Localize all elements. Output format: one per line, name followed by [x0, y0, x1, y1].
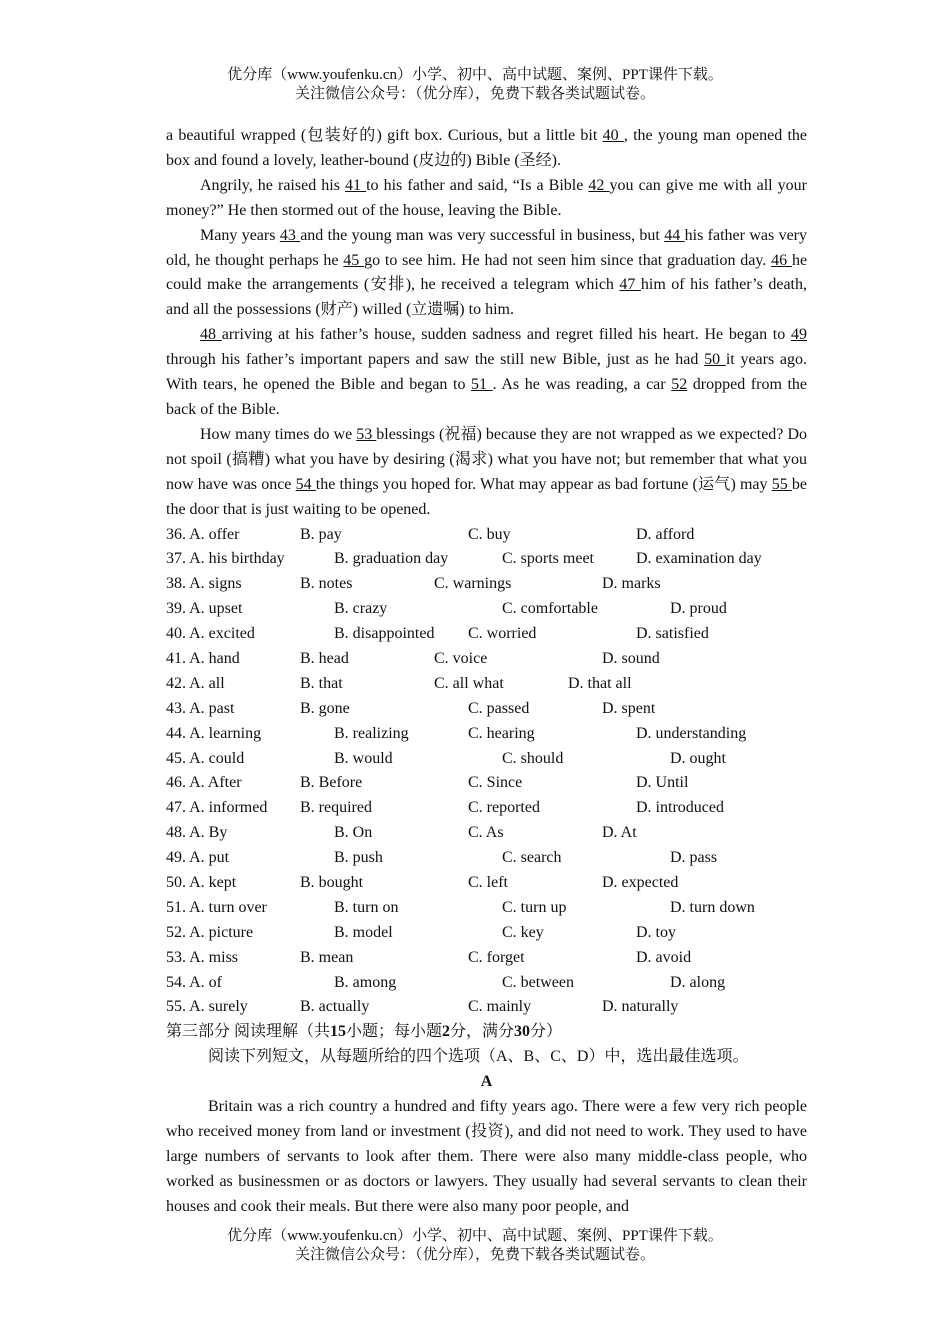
option-a: 49. A. put: [166, 849, 230, 867]
question-row: [166, 697, 807, 722]
option-d: D. that all: [568, 674, 632, 692]
question-row: [166, 597, 807, 622]
option-a: 43. A. past: [166, 699, 235, 717]
option-b: B. required: [300, 799, 372, 817]
option-c: C. hearing: [468, 724, 535, 742]
option-d: D. sound: [602, 649, 660, 667]
option-b: B. among: [334, 973, 397, 991]
question-row: [166, 896, 807, 921]
passage-a-text: Britain was a rich country a hundred and fifty years ago. There were a few very rich people who received money from land or investment (投资), and did not need to work. They used to have large numbers of servants to look after them. There were also many middle-class people, who worked as businessmen or as doctors or lawyers. They usually had several servants to clean their houses and cook their meals. But there were also many poor people, and: [166, 1098, 807, 1215]
option-d: D. introduced: [636, 799, 724, 817]
option-c: C. between: [502, 973, 574, 991]
blank-42: 42: [588, 176, 610, 194]
option-a: 50. A. kept: [166, 873, 237, 891]
blank-50: 50: [704, 351, 726, 369]
blank-40: 40: [602, 127, 624, 144]
question-row: [166, 871, 807, 896]
option-c: C. search: [502, 849, 562, 867]
option-c: C. should: [502, 749, 564, 767]
option-a: 39. A. upset: [166, 600, 243, 618]
option-b: B. that: [300, 674, 343, 692]
option-b: B. turn on: [334, 898, 399, 916]
page-content: [166, 124, 807, 1220]
blank-55: 55: [771, 475, 792, 493]
blank-49: 49: [791, 326, 807, 344]
option-b: B. pay: [300, 525, 342, 543]
question-row: [166, 771, 807, 796]
option-d: D. naturally: [602, 998, 679, 1016]
question-row: [166, 523, 807, 548]
option-b: B. mean: [300, 948, 354, 966]
option-a: 42. A. all: [166, 674, 225, 692]
question-row: [166, 946, 807, 971]
option-c: C. voice: [434, 649, 488, 667]
option-a: 41. A. hand: [166, 649, 240, 667]
option-b: B. notes: [300, 575, 353, 593]
question-list: [166, 523, 807, 1021]
question-row: [166, 995, 807, 1020]
header-line-2: 关注微信公众号：（优分库），免费下载各类试题试卷。: [294, 86, 655, 102]
passage-paragraph-5: How many times do we 53 blessings (祝福) because they are not wrapped as we expected? Do not spoil (搞糟) what you have by desiring (渴求) what you have not; but remember that what you now have was once 54 the things you hoped for. What may appear as bad fortune (运气) may 55 be the door that is just waiting to be opened.: [166, 425, 808, 518]
option-b: B. model: [334, 923, 393, 941]
option-b: B. disappointed: [334, 625, 435, 643]
page-header: [0, 66, 950, 104]
option-c: C. comfortable: [502, 600, 598, 618]
blank-51: 51: [471, 376, 493, 394]
option-a: 47. A. informed: [166, 799, 268, 817]
option-d: D. expected: [602, 873, 679, 891]
option-c: C. As: [468, 824, 504, 842]
option-b: B. head: [300, 649, 349, 667]
option-d: D. avoid: [636, 948, 692, 966]
passage-paragraph-4: 48 arriving at his father’s house, sudden sadness and regret filled his heart. He began to 49 through his father’s important papers and saw the still new Bible, just as he had 50 it years ago. With tears, he opened the Bible and began to 51 . As he was reading, a car 52 dropped from the back of the Bible.: [166, 326, 808, 418]
option-d: D. At: [602, 824, 637, 842]
option-d: D. turn down: [670, 898, 755, 916]
option-a: 37. A. his birthday: [166, 550, 285, 568]
passage-a-heading: A: [480, 1073, 493, 1091]
option-c: C. passed: [468, 699, 530, 717]
option-a: 40. A. excited: [166, 625, 255, 643]
blank-44: 44: [664, 226, 685, 244]
option-a: 45. A. could: [166, 749, 245, 767]
option-c: C. left: [468, 873, 508, 891]
question-row: [166, 796, 807, 821]
section-3-heading: 第三部分 阅读理解（共15小题；每小题2分，满分30分）: [166, 1023, 563, 1041]
option-d: D. toy: [636, 923, 676, 941]
option-a: 46. A. After: [166, 774, 242, 792]
option-c: C. mainly: [468, 998, 532, 1016]
question-row: [166, 971, 807, 996]
option-c: C. Since: [468, 774, 523, 792]
option-c: C. turn up: [502, 898, 567, 916]
option-c: C. warnings: [434, 575, 512, 593]
blank-46: 46: [771, 251, 792, 269]
option-b: B. gone: [300, 699, 350, 717]
option-b: B. Before: [300, 774, 363, 792]
option-c: C. forget: [468, 948, 525, 966]
footer-line-1: 优分库（www.youfenku.cn）小学、初中、高中试题、案例、PPT课件下载。: [227, 1228, 723, 1244]
question-row: [166, 846, 807, 871]
option-a: 44. A. learning: [166, 724, 262, 742]
option-a: 52. A. picture: [166, 923, 254, 941]
option-d: D. marks: [602, 575, 661, 593]
option-d: D. understanding: [636, 724, 747, 742]
blank-48: 48: [200, 326, 222, 344]
option-b: B. bought: [300, 873, 364, 891]
option-d: D. along: [670, 973, 726, 991]
question-row: [166, 821, 807, 846]
option-b: B. On: [334, 824, 373, 842]
blank-53: 53: [356, 425, 377, 443]
question-row: [166, 647, 807, 672]
question-row: [166, 722, 807, 747]
option-d: D. satisfied: [636, 625, 709, 643]
blank-47: 47: [619, 276, 641, 294]
option-d: D. spent: [602, 699, 656, 717]
page-footer: [0, 1227, 950, 1265]
section-3-instruction: 阅读下列短文，从每题所给的四个选项（A、B、C、D）中，选出最佳选项。: [208, 1048, 749, 1066]
option-d: D. examination day: [636, 550, 762, 568]
question-row: [166, 547, 807, 572]
question-row: [166, 747, 807, 772]
footer-line-2: 关注微信公众号：（优分库），免费下载各类试题试卷。: [294, 1247, 655, 1263]
option-b: B. graduation day: [334, 550, 449, 568]
option-c: C. buy: [468, 525, 511, 543]
option-a: 51. A. turn over: [166, 898, 267, 916]
blank-54: 54: [295, 475, 316, 493]
blank-41: 41: [345, 176, 367, 194]
option-d: D. Until: [636, 774, 689, 792]
option-a: 48. A. By: [166, 824, 228, 842]
option-a: 54. A. of: [166, 973, 222, 991]
option-a: 36. A. offer: [166, 525, 240, 543]
question-row: [166, 622, 807, 647]
blank-43: 43: [279, 226, 301, 244]
question-row: [166, 921, 807, 946]
option-c: C. reported: [468, 799, 540, 817]
option-b: B. actually: [300, 998, 370, 1016]
passage-paragraph-2: Angrily, he raised his 41 to his father and said, “Is a Bible 42 you can give me with all your money?” He then stormed out of the house, leaving the Bible.: [166, 176, 808, 219]
question-row: [166, 672, 807, 697]
passage-paragraph-1: a beautiful wrapped (包装好的) gift box. Curious, but a little bit 40 , the young man opened the box and found a lovely, leather-bound (皮边的) Bible (圣经).: [166, 127, 808, 169]
option-d: D. proud: [670, 600, 727, 618]
option-d: D. ought: [670, 749, 726, 767]
option-c: C. worried: [468, 625, 537, 643]
passage-paragraph-3: Many years 43 and the young man was very successful in business, but 44 his father was very old, he thought perhaps he 45 go to see him. He had not seen him since that graduation day. 46 he could make the arrangements (安排), he received a telegram which 47 him of his father’s death, and all the possessions (财产) willed (立遗嘱) to him.: [166, 226, 808, 319]
option-a: 53. A. miss: [166, 948, 239, 966]
option-b: B. realizing: [334, 724, 409, 742]
option-b: B. crazy: [334, 600, 388, 618]
blank-45: 45: [343, 251, 365, 269]
blank-52: 52: [671, 376, 688, 394]
option-b: B. push: [334, 849, 383, 867]
option-a: 55. A. surely: [166, 998, 248, 1016]
option-d: D. pass: [670, 849, 718, 867]
header-line-1: 优分库（www.youfenku.cn）小学、初中、高中试题、案例、PPT课件下载。: [227, 67, 723, 83]
option-c: C. key: [502, 923, 544, 941]
option-d: D. afford: [636, 525, 695, 543]
option-b: B. would: [334, 749, 393, 767]
option-a: 38. A. signs: [166, 575, 242, 593]
question-row: [166, 572, 807, 597]
option-c: C. all what: [434, 674, 504, 692]
option-c: C. sports meet: [502, 550, 594, 568]
